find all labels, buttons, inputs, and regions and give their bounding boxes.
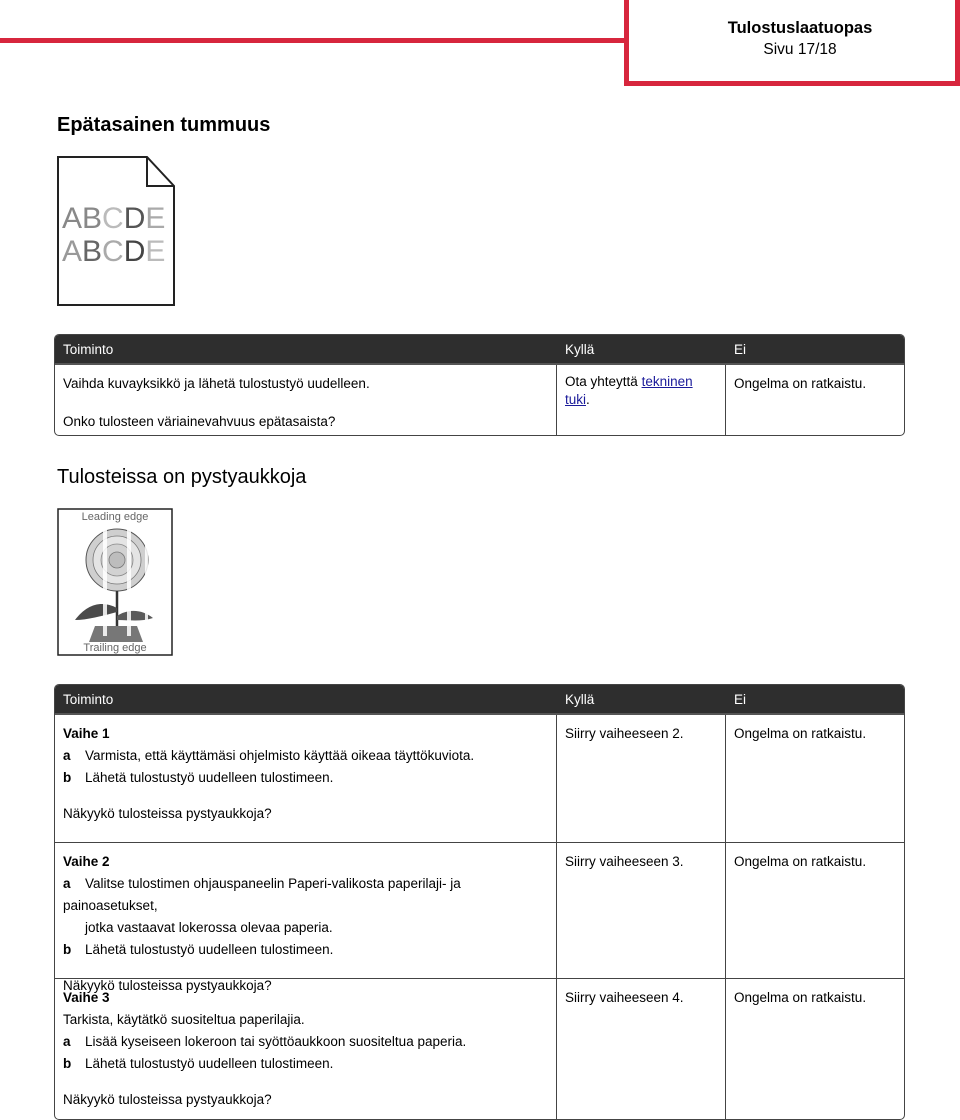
header-rule <box>624 81 960 86</box>
step-instruction: Varmista, että käyttämäsi ohjelmisto käyttää oikeaa täyttökuviota. <box>85 748 475 763</box>
technical-support-link-cont[interactable]: tuki <box>565 392 587 407</box>
yes-text: Siirry vaiheeseen 2. <box>565 726 684 741</box>
step-instruction-cont: jotka vastaavat lokerossa olevaa paperia. <box>85 920 333 935</box>
yes-text: Ota yhteyttä <box>565 374 638 389</box>
header-rule <box>955 0 960 86</box>
troubleshooting-table-2 <box>54 684 905 1120</box>
sample-text-line-2: ABCDE <box>62 235 166 268</box>
step-letter: a <box>63 1034 71 1049</box>
step-letter: b <box>63 942 72 957</box>
step-instruction: Lähetä tulostustyö uudelleen tulostimeen. <box>85 770 334 785</box>
step-letter: a <box>63 748 71 763</box>
question-text: Näkyykö tulosteissa pystyaukkoja? <box>63 806 272 821</box>
no-text: Ongelma on ratkaistu. <box>734 990 867 1005</box>
header-no: Ei <box>734 341 747 357</box>
step-instruction: Valitse tulostimen ohjauspaneelin Paperi-valikosta paperilaji- ja painoasetukset, <box>63 876 461 913</box>
header-rule <box>0 38 625 43</box>
step-title: Vaihe 3 <box>63 990 110 1005</box>
step-letter: b <box>63 770 72 785</box>
yes-text: Siirry vaiheeseen 4. <box>565 990 684 1005</box>
table-row <box>55 365 904 435</box>
step-letter: b <box>63 1056 72 1071</box>
step-instruction: Lisää kyseiseen lokeroon tai syöttöaukkoon suositeltua paperia. <box>85 1034 467 1049</box>
leading-edge-label: Leading edge <box>81 511 149 523</box>
question-text: Näkyykö tulosteissa pystyaukkoja? <box>63 1092 272 1107</box>
document-title: Tulostuslaatuopas <box>727 19 873 37</box>
table-row <box>55 715 904 843</box>
table-row <box>55 979 904 1119</box>
void-stripe <box>103 530 107 636</box>
step-title: Vaihe 2 <box>63 854 110 869</box>
step-letter: a <box>63 876 71 891</box>
question-text: Onko tulosteen väriainevahvuus epätasaista? <box>63 414 336 429</box>
step-title: Vaihe 1 <box>63 726 110 741</box>
action-text: Vaihda kuvayksikkö ja lähetä tulostustyö uudelleen. <box>63 376 370 391</box>
yes-text: Siirry vaiheeseen 3. <box>565 854 684 869</box>
technical-support-link[interactable]: tekninen <box>641 374 693 389</box>
section-title-vertical-voids: Tulosteissa on pystyaukkoja <box>57 466 307 488</box>
header-yes: Kyllä <box>565 691 595 707</box>
no-text: Ongelma on ratkaistu. <box>734 726 867 741</box>
no-text: Ongelma on ratkaistu. <box>734 376 867 391</box>
uneven-print-illustration <box>57 156 175 306</box>
table-row <box>55 843 904 993</box>
header-rule <box>624 0 629 86</box>
period: . <box>586 392 590 407</box>
troubleshooting-table-1 <box>54 334 905 436</box>
step-instruction: Lähetä tulostustyö uudelleen tulostimeen. <box>85 1056 334 1071</box>
no-text: Ongelma on ratkaistu. <box>734 854 867 869</box>
page-number: Sivu 17/18 <box>763 41 837 58</box>
void-stripe <box>145 538 148 628</box>
trailing-edge-label: Trailing edge <box>83 642 147 654</box>
sample-text-line-1: ABCDE <box>62 202 166 235</box>
header-action: Toiminto <box>63 691 114 707</box>
section-title-uneven-darkness: Epätasainen tummuus <box>57 114 271 136</box>
table-header-row <box>55 685 904 715</box>
header-yes: Kyllä <box>565 341 595 357</box>
step-intro: Tarkista, käytätkö suositeltua paperilajia. <box>63 1012 305 1027</box>
header-no: Ei <box>734 691 747 707</box>
vertical-voids-illustration <box>57 508 173 656</box>
question-text: Näkyykö tulosteissa pystyaukkoja? <box>63 978 272 993</box>
void-stripe <box>127 530 131 636</box>
step-instruction: Lähetä tulostustyö uudelleen tulostimeen. <box>85 942 334 957</box>
header-action: Toiminto <box>63 341 114 357</box>
table-header-row <box>55 335 904 365</box>
